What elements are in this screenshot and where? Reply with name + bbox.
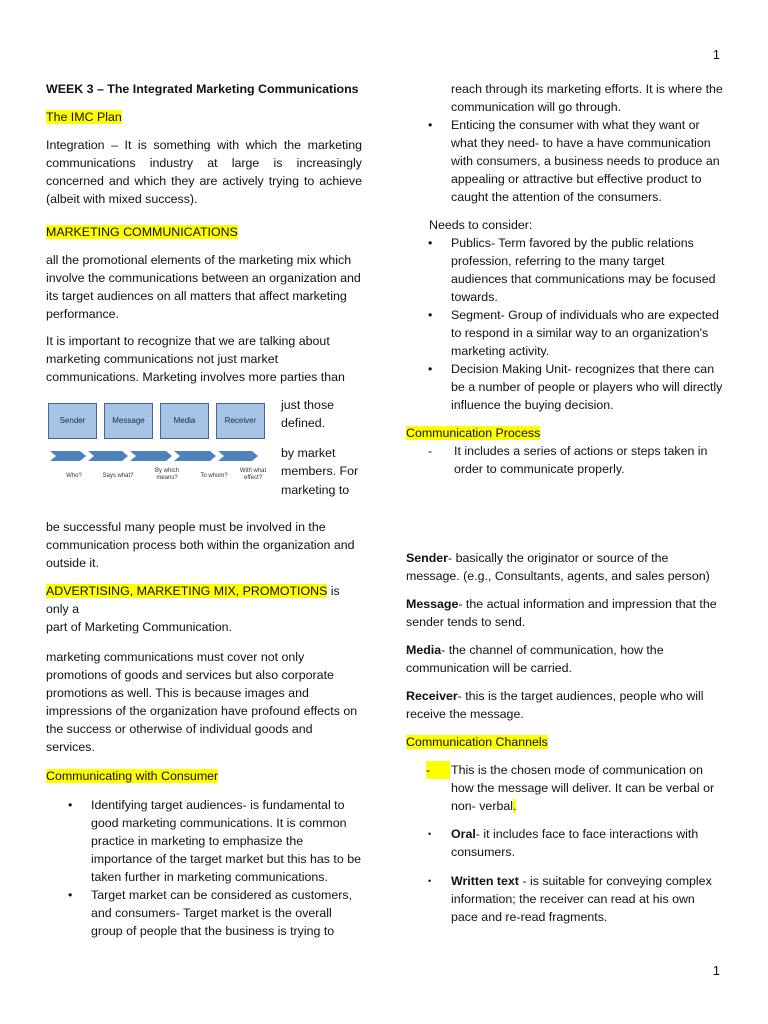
imc-heading: The IMC Plan xyxy=(46,110,122,124)
bullet-icon: • xyxy=(428,876,432,886)
diagram-box-media: Media xyxy=(160,403,209,439)
wrap-line-2: defined. xyxy=(281,416,326,430)
needs-bullet-list xyxy=(406,234,724,414)
bullet-icon: • xyxy=(428,118,433,132)
dash-marker: - xyxy=(428,444,433,458)
channels-text: This is the chosen mode of communication on how the message will deliver. It can be verbal or non- verbal xyxy=(451,763,715,813)
wrap-line-5: marketing to xyxy=(281,483,350,497)
right-column-lower xyxy=(406,549,724,926)
list-item: • Enticing the consumer with what they want or what they need- to have a have communication with consumers, a business needs to produce an appealing or attractive but effective product to caught the attention of the consumers. xyxy=(428,118,720,204)
arrow-1 xyxy=(50,451,86,461)
channels-heading: Communication Channels xyxy=(406,735,548,749)
definition-receiver: Receiver- this is the target audiences, people who will receive the message. xyxy=(406,689,704,721)
diagram-box-sender: Sender xyxy=(48,403,97,439)
bullet-icon: • xyxy=(428,362,433,376)
marketing-communications-heading: MARKETING COMMUNICATIONS xyxy=(46,225,238,239)
page-number-top: 1 xyxy=(712,47,720,62)
caption-who: Who? xyxy=(66,473,82,479)
right-column xyxy=(406,80,724,478)
bullet-icon: • xyxy=(428,236,433,250)
left-column-lower xyxy=(46,518,362,940)
integration-paragraph: Integration – It is something with which the marketing communications industry at large is increasingly concerned and which they are actively trying to achieve (albeit with mixed success). xyxy=(46,138,362,206)
continued-paragraph: reach through its marketing efforts. It is where the communication will go through. xyxy=(451,82,723,114)
advertising-line-rest: is only a xyxy=(46,584,340,616)
definition-message: Message- the actual information and impression that the sender tends to send. xyxy=(406,597,717,629)
list-item: • Publics- Term favored by the public relations profession, referring to the many target audiences that communications may be focused towards. xyxy=(428,236,716,304)
bullet-icon: • xyxy=(68,888,73,902)
page-number-bottom: 1 xyxy=(712,963,720,978)
caption-with-what-effect: With what effect? xyxy=(239,468,267,481)
needs-heading: Needs to consider: xyxy=(429,218,533,232)
diagram-arrows xyxy=(46,448,274,464)
wrap-line-1: just those xyxy=(281,398,335,412)
bullet-icon: • xyxy=(68,798,73,812)
consumer-bullet-list xyxy=(46,796,362,940)
caption-says-what: Says what? xyxy=(102,473,134,479)
consumer-heading: Communicating with Consumer xyxy=(46,769,219,783)
enticing-bullet-list xyxy=(406,116,724,206)
definition-media: Media- the channel of communication, how the communication will be carried. xyxy=(406,643,664,675)
caption-to-whom: To whom? xyxy=(200,473,228,479)
definition-sender: Sender- basically the originator or source of the message. (e.g., Consultants, agents, and sales person) xyxy=(406,551,710,583)
list-item: • Written text - is suitable for conveying complex information; the receiver can read at his own pace and re-read fragments. xyxy=(428,874,712,924)
caption-by-which-means: By which means? xyxy=(154,468,179,481)
diagram-box-receiver: Receiver xyxy=(216,403,265,439)
after-diagram-paragraph: be successful many people must be involved in the communication process both within the organization and outside it. xyxy=(46,520,355,570)
channels-bullet-list xyxy=(406,825,724,926)
arrow-2 xyxy=(88,451,128,461)
list-item: • Decision Making Unit- recognizes that there can be a number of people or players who will directly influence the buying decision. xyxy=(428,362,723,412)
bullet-icon: • xyxy=(428,829,432,839)
diagram-box-message: Message xyxy=(104,403,153,439)
arrow-3 xyxy=(130,451,172,461)
list-item: • Oral- it includes face to face interactions with consumers. xyxy=(428,827,699,859)
list-item: • Target market can be considered as customers, and consumers- Target market is the overall group of people that the business is trying to xyxy=(68,888,353,938)
wrap-line-3: by market xyxy=(281,446,336,460)
process-heading: Communication Process xyxy=(406,426,541,440)
arrow-5 xyxy=(218,451,258,461)
list-item: • Identifying target audiences- is fundamental to good marketing communications. It is common practice in marketing to emphasize the importance of the target market but this has to be taken further in marketing communications. xyxy=(68,798,361,884)
important-paragraph: It is important to recognize that we are talking about marketing communications not just market communications. Marketing involves more parties than xyxy=(46,334,345,384)
bullet-icon: • xyxy=(428,308,433,322)
advertising-heading: ADVERTISING, MARKETING MIX, PROMOTIONS xyxy=(46,584,328,598)
communication-diagram xyxy=(46,403,274,485)
week-title: WEEK 3 – The Integrated Marketing Communications xyxy=(46,82,359,96)
arrow-4 xyxy=(174,451,216,461)
list-item: • Segment- Group of individuals who are expected to respond in a similar way to an organization's marketing activity. xyxy=(428,308,719,358)
wrap-line-4: members. For xyxy=(281,464,359,478)
mc-cover-paragraph: marketing communications must cover not only promotions of goods and services but also corporate promotions as well. This is because images and impressions of the organization have profound effects on the success or otherwise of individual goods and services. xyxy=(46,650,358,754)
advertising-line-2: part of Marketing Communication. xyxy=(46,620,232,634)
left-column xyxy=(46,80,362,386)
marketing-communications-paragraph: all the promotional elements of the marketing mix which involve the communications between an organization and its target audiences on all matters that affect marketing performance. xyxy=(46,253,361,321)
process-item xyxy=(406,442,724,478)
dash-marker: - xyxy=(426,761,450,779)
process-text: It includes a series of actions or steps taken in order to communicate properly. xyxy=(454,444,708,476)
channels-text-end: . xyxy=(513,799,517,813)
channels-item xyxy=(406,761,724,815)
